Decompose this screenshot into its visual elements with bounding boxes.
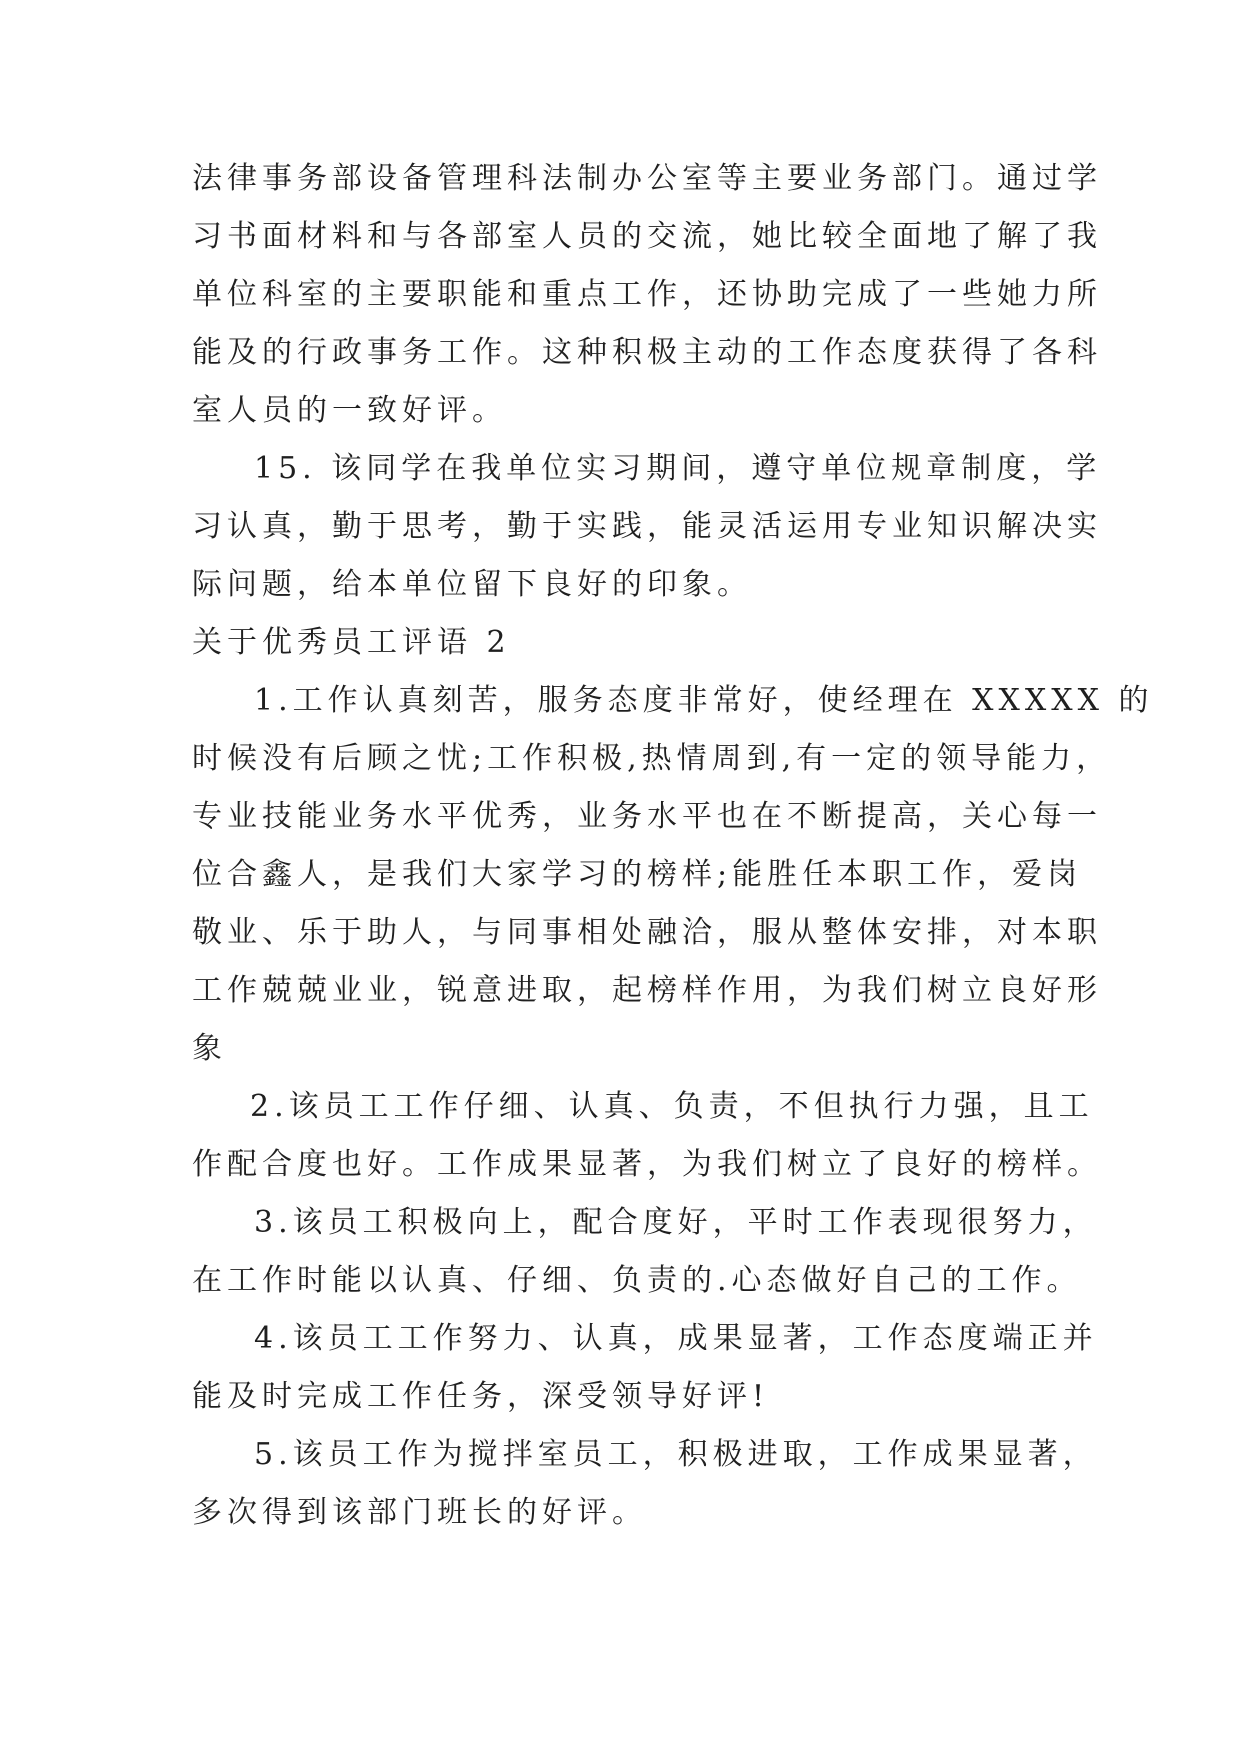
text-line: 能及的行政事务工作。这种积极主动的工作态度获得了各科 [192,335,1102,370]
text-line: 单位科室的主要职能和重点工作，还协助完成了一些她力所 [192,277,1102,312]
paragraph-3-start: 3.该员工积极向上，配合度好，平时工作表现很努力， [254,1205,1098,1240]
text-line: 作配合度也好。工作成果显著，为我们树立了良好的榜样。 [192,1147,1102,1182]
text-line: 位合鑫人，是我们大家学习的榜样;能胜任本职工作，爱岗 [192,857,1083,892]
text-line: 习认真，勤于思考，勤于实践，能灵活运用专业知识解决实 [192,509,1102,544]
paragraph-15-start: 15. 该同学在我单位实习期间，遵守单位规章制度，学 [254,451,1102,486]
text-line: 法律事务部设备管理科法制办公室等主要业务部门。通过学 [192,161,1102,196]
text-line: 时候没有后顾之忧;工作积极,热情周到,有一定的领导能力， [192,741,1112,776]
text-line: 室人员的一致好评。 [192,393,507,428]
text-line: 专业技能业务水平优秀，业务水平也在不断提高，关心每一 [192,799,1102,834]
text-line: 敬业、乐于助人，与同事相处融洽，服从整体安排，对本职 [192,915,1102,950]
paragraph-4-start: 4.该员工工作努力、认真，成果显著，工作态度端正并 [254,1321,1098,1356]
paragraph-5-start: 5.该员工作为搅拌室员工，积极进取，工作成果显著， [254,1437,1098,1472]
document-body [192,150,1154,1542]
text-line: 多次得到该部门班长的好评。 [192,1495,647,1530]
text-line: 能及时完成工作任务，深受领导好评! [192,1379,770,1414]
paragraph-2-start: 2.该员工工作仔细、认真、负责，不但执行力强，且工 [250,1089,1094,1124]
text-line: 习书面材料和与各部室人员的交流，她比较全面地了解了我 [192,219,1102,254]
text-line: 工作兢兢业业，锐意进取，起榜样作用，为我们树立良好形 [192,973,1102,1008]
text-line: 际问题，给本单位留下良好的印象。 [192,567,752,602]
text-line: 在工作时能以认真、仔细、负责的.心态做好自己的工作。 [192,1263,1082,1298]
paragraph-1-start: 1.工作认真刻苦，服务态度非常好，使经理在 XXXXX 的 [254,683,1154,718]
section-heading: 关于优秀员工评语 2 [192,625,511,660]
text-line: 象 [192,1031,227,1066]
